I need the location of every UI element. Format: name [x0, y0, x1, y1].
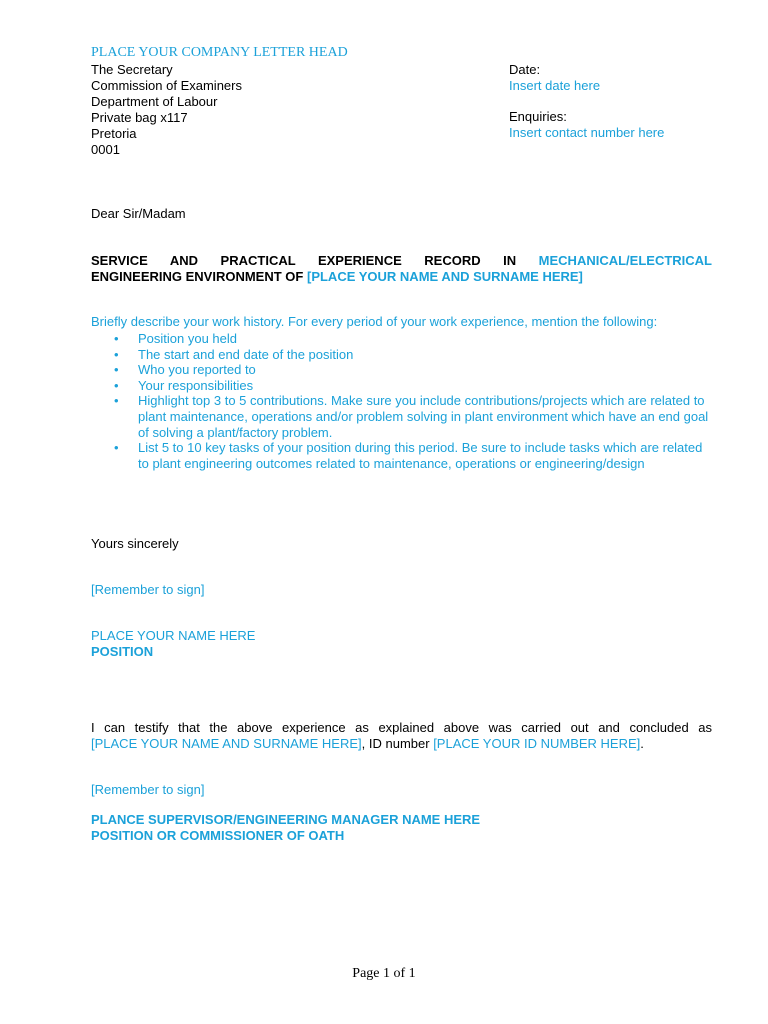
- address-line: Commission of Examiners: [91, 78, 242, 93]
- signatory-block: [91, 628, 255, 660]
- subject-line-1-highlight: MECHANICAL/ELECTRICAL: [538, 253, 712, 268]
- signatory-name: PLACE YOUR NAME HERE: [91, 628, 256, 643]
- testimony-name-placeholder: [PLACE YOUR NAME AND SURNAME HERE]: [91, 736, 362, 751]
- testimony-paragraph: [91, 720, 712, 752]
- supervisor-block: [91, 812, 480, 844]
- enquiries-value: Insert contact number here: [509, 125, 665, 140]
- signatory-position: POSITION: [91, 644, 154, 659]
- sign-note: [Remember to sign]: [91, 582, 205, 597]
- work-history-list: [91, 331, 712, 471]
- subject-line-2-text: ENGINEERING ENVIRONMENT OF: [91, 269, 304, 284]
- sign-note: [Remember to sign]: [91, 782, 205, 797]
- list-item: [91, 378, 712, 394]
- bullet-glyph: •: [114, 440, 119, 456]
- testimony-id-placeholder: [PLACE YOUR ID NUMBER HERE]: [433, 736, 641, 751]
- subject-line-2: [91, 269, 712, 285]
- list-item-text: List 5 to 10 key tasks of your position during this period. Be sure to include tasks which are related to plant engineering outcomes related to maintenance, operations or engineering/design: [138, 440, 703, 471]
- address-line: Department of Labour: [91, 94, 218, 109]
- list-item-text: Position you held: [138, 331, 238, 346]
- bullet-glyph: •: [114, 362, 119, 378]
- address-line: Private bag x117: [91, 110, 188, 125]
- list-item: [91, 362, 712, 378]
- supervisor-name: PLANCE SUPERVISOR/ENGINEERING MANAGER NAME HERE: [91, 812, 481, 827]
- address-line: Pretoria: [91, 126, 137, 141]
- bullet-glyph: •: [114, 377, 119, 393]
- page-footer: Page 1 of 1: [352, 966, 416, 981]
- date-label: Date:: [509, 62, 541, 77]
- enquiries-block: [509, 109, 664, 141]
- closing: Yours sincerely: [91, 536, 179, 551]
- subject-line-1: [91, 253, 712, 269]
- list-item-text: Highlight top 3 to 5 contributions. Make sure you include contributions/projects which are related to plant maintenance, operations and/or problem solving in plant environment which have an end goal of solving a plant/factory problem.: [138, 393, 709, 440]
- date-block: [509, 62, 600, 94]
- bullet-glyph: •: [114, 346, 119, 362]
- list-item: [91, 440, 712, 471]
- bullet-glyph: •: [114, 393, 119, 409]
- testimony-end: .: [640, 736, 644, 751]
- salutation: Dear Sir/Madam: [91, 206, 186, 221]
- bullet-glyph: •: [114, 331, 119, 346]
- supervisor-position: POSITION OR COMMISSIONER OF OATH: [91, 828, 345, 843]
- list-item-text: Who you reported to: [138, 362, 256, 378]
- list-item: [91, 393, 712, 440]
- list-item-text: The start and end date of the position: [138, 346, 354, 362]
- list-item-text: Your responsibilities: [138, 377, 254, 393]
- list-item: [91, 347, 712, 363]
- list-item: [91, 331, 712, 347]
- subject-line-2-highlight: [PLACE YOUR NAME AND SURNAME HERE]: [306, 269, 583, 284]
- subject-heading: [91, 253, 712, 285]
- recipient-address: [91, 62, 242, 158]
- intro-text: Briefly describe your work history. For every period of your work experience, mention the following:: [91, 314, 658, 329]
- testimony-line-2: [91, 736, 712, 752]
- subject-line-1-text: SERVICE AND PRACTICAL EXPERIENCE RECORD IN: [91, 253, 517, 268]
- enquiries-label: Enquiries:: [509, 109, 567, 124]
- letterhead: PLACE YOUR COMPANY LETTER HEAD: [91, 45, 348, 60]
- testimony-id-text: , ID number: [361, 736, 434, 751]
- date-value: Insert date here: [509, 78, 601, 93]
- testimony-line-1: I can testify that the above experience as explained above was carried out and concluded as: [91, 720, 712, 735]
- address-line: The Secretary: [91, 62, 173, 77]
- address-line: 0001: [91, 142, 120, 157]
